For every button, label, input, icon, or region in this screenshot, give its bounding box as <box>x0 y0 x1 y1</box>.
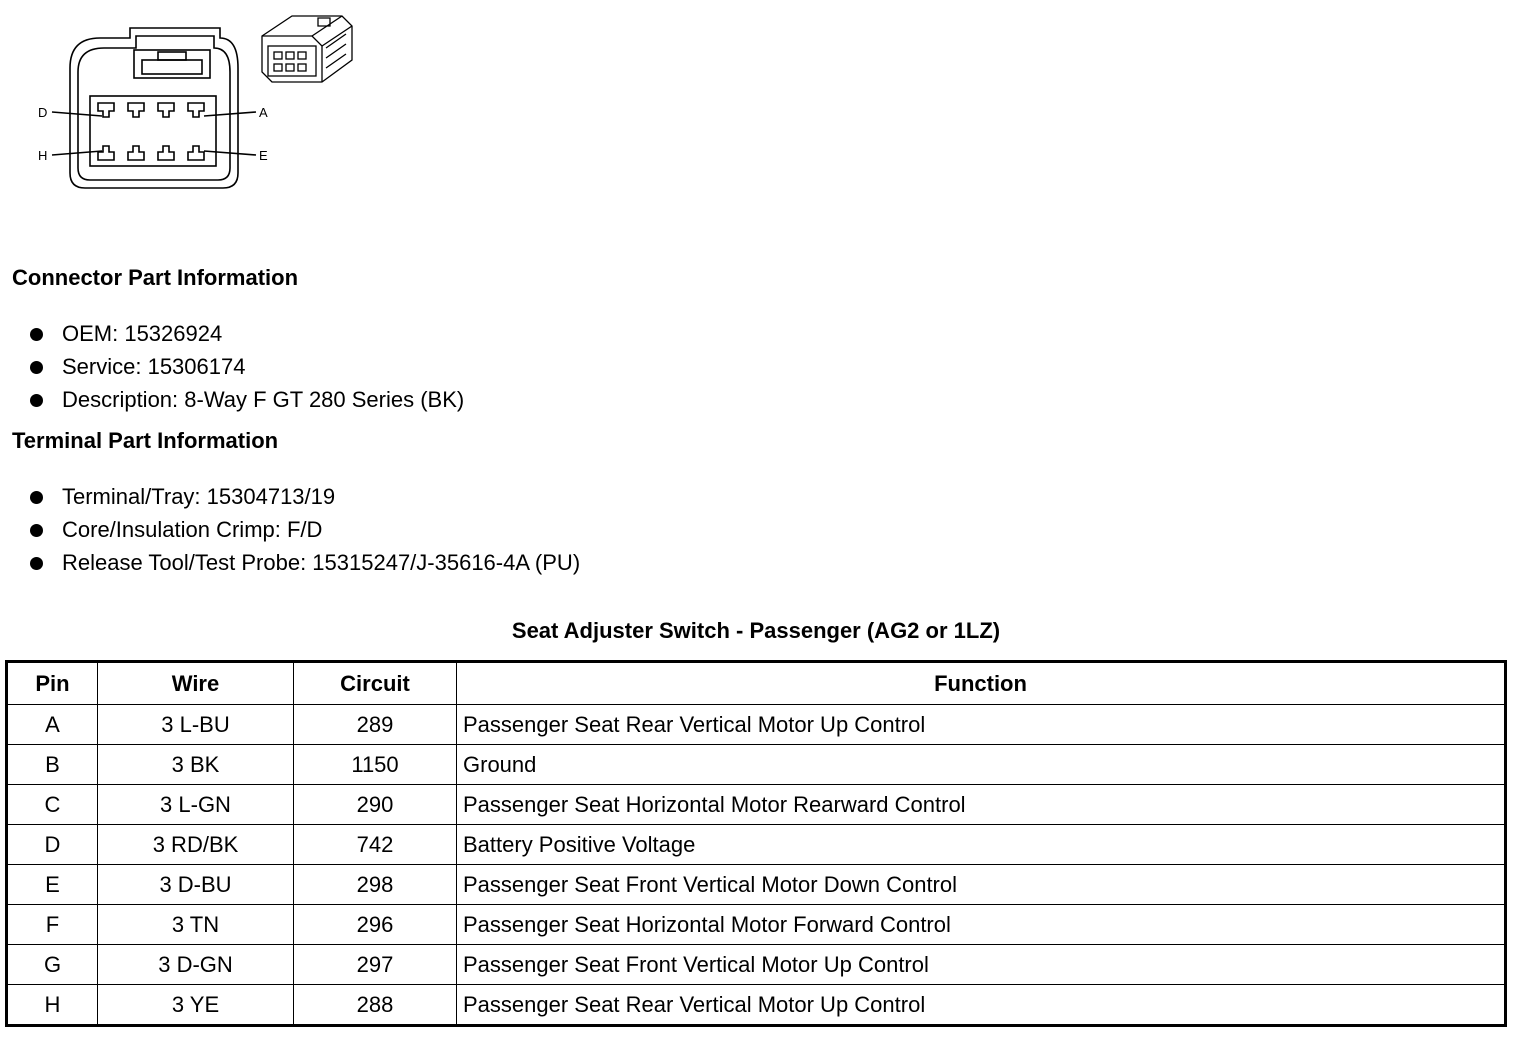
list-item: Core/Insulation Crimp: F/D <box>28 513 580 546</box>
pin-table <box>5 660 1507 1027</box>
cell-wire: 3 D-GN <box>98 945 294 985</box>
cell-wire: 3 L-BU <box>98 705 294 745</box>
cell-function: Passenger Seat Front Vertical Motor Up Control <box>457 945 1506 985</box>
pin-label-e: E <box>259 148 268 163</box>
cell-function: Passenger Seat Front Vertical Motor Down Control <box>457 865 1506 905</box>
cell-function: Passenger Seat Rear Vertical Motor Up Control <box>457 985 1506 1026</box>
connector-3d-thumbnail <box>262 16 352 82</box>
pin-label-h: H <box>38 148 48 163</box>
connector-info-list <box>28 317 464 416</box>
cell-pin: D <box>7 825 98 865</box>
cell-pin: F <box>7 905 98 945</box>
terminal-info-title: Terminal Part Information <box>12 428 279 453</box>
list-item: Description: 8-Way F GT 280 Series (BK) <box>28 383 464 416</box>
cell-wire: 3 L-GN <box>98 785 294 825</box>
cell-circuit: 290 <box>294 785 457 825</box>
connector-info-title: Connector Part Information <box>12 265 299 290</box>
cell-circuit: 296 <box>294 905 457 945</box>
table-row <box>7 785 1506 825</box>
table-row <box>7 985 1506 1026</box>
connector-diagram <box>30 8 370 203</box>
header-pin: Pin <box>7 662 98 705</box>
cell-wire: 3 RD/BK <box>98 825 294 865</box>
connector-housing-outline <box>70 28 238 188</box>
cell-circuit: 288 <box>294 985 457 1026</box>
cell-wire: 3 BK <box>98 745 294 785</box>
terminal-row-bottom <box>98 146 204 160</box>
table-row <box>7 945 1506 985</box>
table-title: Seat Adjuster Switch - Passenger (AG2 or 1LZ) <box>511 618 1001 643</box>
cell-pin: A <box>7 705 98 745</box>
cell-wire: 3 TN <box>98 905 294 945</box>
table-row <box>7 905 1506 945</box>
list-item: Terminal/Tray: 15304713/19 <box>28 480 580 513</box>
cell-function: Passenger Seat Horizontal Motor Rearward Control <box>457 785 1506 825</box>
table-row <box>7 745 1506 785</box>
list-item: OEM: 15326924 <box>28 317 464 350</box>
cell-circuit: 742 <box>294 825 457 865</box>
header-wire: Wire <box>98 662 294 705</box>
cell-pin: B <box>7 745 98 785</box>
cell-pin: C <box>7 785 98 825</box>
header-function: Function <box>457 662 1506 705</box>
table-row <box>7 865 1506 905</box>
header-circuit: Circuit <box>294 662 457 705</box>
pin-label-d: D <box>38 105 48 120</box>
cell-function: Passenger Seat Horizontal Motor Forward Control <box>457 905 1506 945</box>
table-row <box>7 705 1506 745</box>
terminal-info-list <box>28 480 580 579</box>
terminal-row-top <box>98 103 204 117</box>
cell-pin: H <box>7 985 98 1026</box>
cell-function: Ground <box>457 745 1506 785</box>
cell-wire: 3 D-BU <box>98 865 294 905</box>
cell-circuit: 289 <box>294 705 457 745</box>
list-item: Service: 15306174 <box>28 350 464 383</box>
table-row <box>7 825 1506 865</box>
connector-housing-inner <box>78 36 230 180</box>
cell-function: Passenger Seat Rear Vertical Motor Up Control <box>457 705 1506 745</box>
list-item: Release Tool/Test Probe: 15315247/J-35616-4A (PU) <box>28 546 580 579</box>
table-header-row <box>7 662 1506 705</box>
cell-circuit: 298 <box>294 865 457 905</box>
cell-circuit: 1150 <box>294 745 457 785</box>
terminal-cavity-frame <box>90 96 216 166</box>
cell-pin: G <box>7 945 98 985</box>
cell-circuit: 297 <box>294 945 457 985</box>
pin-label-a: A <box>259 105 268 120</box>
cell-pin: E <box>7 865 98 905</box>
cell-function: Battery Positive Voltage <box>457 825 1506 865</box>
cell-wire: 3 YE <box>98 985 294 1026</box>
